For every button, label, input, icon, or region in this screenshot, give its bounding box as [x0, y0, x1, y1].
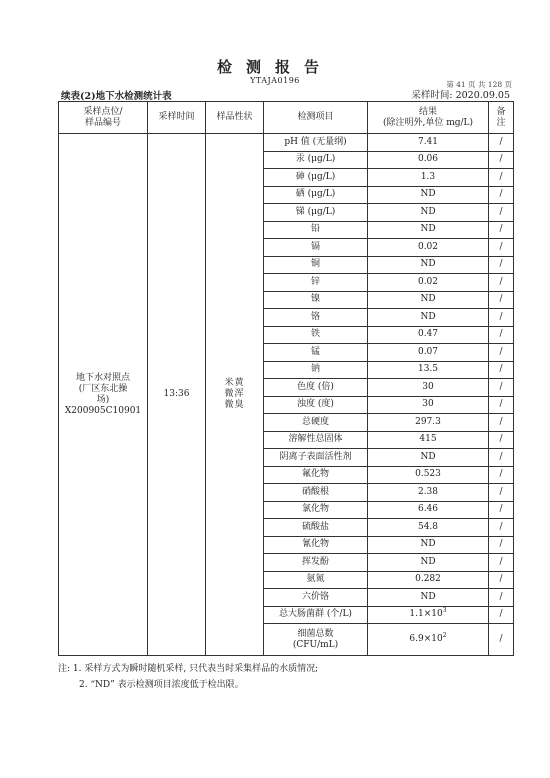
result-cell: 30: [368, 379, 489, 397]
result-base: 1.1×10: [409, 609, 443, 620]
result-exponent: 3: [442, 607, 447, 615]
item-cell: 镉: [264, 239, 368, 257]
result-cell: 0.07: [368, 344, 489, 362]
remark-cell: /: [489, 396, 514, 414]
remark-cell: /: [489, 536, 514, 554]
result-cell: 0.02: [368, 274, 489, 292]
item-cell: 色度 (倍): [264, 379, 368, 397]
result-cell: ND: [368, 256, 489, 274]
remark-cell: /: [489, 624, 514, 656]
result-cell: 7.41: [368, 134, 489, 152]
item-cell: 钠: [264, 361, 368, 379]
sample-time-cell: 13:36: [148, 134, 206, 656]
item-cell: 六价铬: [264, 589, 368, 607]
col-header-site: 采样点位/ 样品编号: [59, 102, 148, 134]
note-1: 注: 1. 采样方式为瞬时随机采样, 只代表当时采集样品的水质情况;: [58, 664, 319, 674]
item-cell: 总硬度: [264, 414, 368, 432]
result-cell: [368, 606, 489, 624]
remark-cell: /: [489, 361, 514, 379]
remark-cell: /: [489, 466, 514, 484]
col-header-time: 采样时间: [148, 102, 206, 134]
result-cell: ND: [368, 291, 489, 309]
result-cell: 297.3: [368, 414, 489, 432]
item-cell: 铬: [264, 309, 368, 327]
remark-cell: /: [489, 151, 514, 169]
remark-cell: /: [489, 326, 514, 344]
notes: [58, 661, 318, 693]
item-cell: 总大肠菌群 (个/L): [264, 606, 368, 624]
col-header-item: 检测项目: [264, 102, 368, 134]
result-cell: 2.38: [368, 484, 489, 502]
result-cell: 6.46: [368, 501, 489, 519]
col-header-result: 结果 (除注明外,单位 mg/L): [368, 102, 489, 134]
result-cell: ND: [368, 536, 489, 554]
result-cell: 54.8: [368, 519, 489, 537]
item-cell: 汞 (μg/L): [264, 151, 368, 169]
report-title: 检测报告: [216, 58, 333, 76]
item-cell: 浊度 (度): [264, 396, 368, 414]
result-cell: 1.3: [368, 169, 489, 187]
result-cell: 0.282: [368, 571, 489, 589]
item-cell: 锑 (μg/L): [264, 204, 368, 222]
col-header-remark: 备 注: [489, 102, 514, 134]
item-cell: 镍: [264, 291, 368, 309]
result-cell: ND: [368, 221, 489, 239]
remark-cell: /: [489, 606, 514, 624]
remark-cell: /: [489, 414, 514, 432]
sampling-date: 采样时间: 2020.09.05: [411, 90, 510, 101]
remark-cell: /: [489, 449, 514, 467]
results-table: [58, 101, 514, 656]
remark-cell: /: [489, 204, 514, 222]
item-cell: 铁: [264, 326, 368, 344]
remark-cell: /: [489, 571, 514, 589]
remark-cell: /: [489, 291, 514, 309]
table-title: 续表(2)地下水检测统计表: [61, 91, 172, 102]
remark-cell: /: [489, 589, 514, 607]
result-base: 6.9×10: [409, 634, 443, 644]
item-cell: 阴离子表面活性剂: [264, 449, 368, 467]
result-cell: ND: [368, 204, 489, 222]
result-exponent: 2: [442, 632, 447, 639]
item-cell: 砷 (μg/L): [264, 169, 368, 187]
remark-cell: /: [489, 431, 514, 449]
remark-cell: /: [489, 274, 514, 292]
item-cell: 氨氮: [264, 571, 368, 589]
remark-cell: /: [489, 519, 514, 537]
remark-cell: /: [489, 256, 514, 274]
remark-cell: /: [489, 169, 514, 187]
remark-cell: /: [489, 379, 514, 397]
page-number: 第 41 页 共 128 页: [446, 80, 512, 89]
table-header-row: [59, 102, 514, 134]
result-cell: 415: [368, 431, 489, 449]
item-cell: pH 值 (无量纲): [264, 134, 368, 152]
sample-property-cell: 米黄 微浑 微臭: [206, 134, 264, 656]
item-cell: 锰: [264, 344, 368, 362]
item-cell: 硝酸根: [264, 484, 368, 502]
col-header-property: 样品性状: [206, 102, 264, 134]
result-cell: ND: [368, 449, 489, 467]
report-code: YTAJA0196: [250, 76, 300, 85]
item-cell: 锌: [264, 274, 368, 292]
item-cell: 硫酸盐: [264, 519, 368, 537]
item-cell: 溶解性总固体: [264, 431, 368, 449]
remark-cell: /: [489, 344, 514, 362]
result-cell: 0.02: [368, 239, 489, 257]
item-cell: 细菌总数 (CFU/mL): [264, 624, 368, 656]
remark-cell: /: [489, 134, 514, 152]
remark-cell: /: [489, 484, 514, 502]
result-cell: ND: [368, 309, 489, 327]
item-cell: 铜: [264, 256, 368, 274]
result-cell: [368, 624, 489, 656]
remark-cell: /: [489, 186, 514, 204]
item-cell: 硒 (μg/L): [264, 186, 368, 204]
result-cell: 0.06: [368, 151, 489, 169]
result-cell: 30: [368, 396, 489, 414]
result-cell: 0.47: [368, 326, 489, 344]
remark-cell: /: [489, 501, 514, 519]
result-cell: 13.5: [368, 361, 489, 379]
result-cell: ND: [368, 554, 489, 572]
table-row: [59, 134, 514, 152]
result-cell: ND: [368, 589, 489, 607]
item-cell: 氟化物: [264, 466, 368, 484]
sample-site-cell: 地下水对照点 (厂区东北操 场) X200905C10901: [59, 134, 148, 656]
item-cell: 挥发酚: [264, 554, 368, 572]
result-cell: 0.523: [368, 466, 489, 484]
remark-cell: /: [489, 221, 514, 239]
result-cell: ND: [368, 186, 489, 204]
remark-cell: /: [489, 554, 514, 572]
remark-cell: /: [489, 239, 514, 257]
remark-cell: /: [489, 309, 514, 327]
item-cell: 氰化物: [264, 536, 368, 554]
note-2: 2. “ND” 表示检测项目浓度低于检出限。: [79, 680, 244, 690]
item-cell: 氯化物: [264, 501, 368, 519]
item-cell: 铅: [264, 221, 368, 239]
